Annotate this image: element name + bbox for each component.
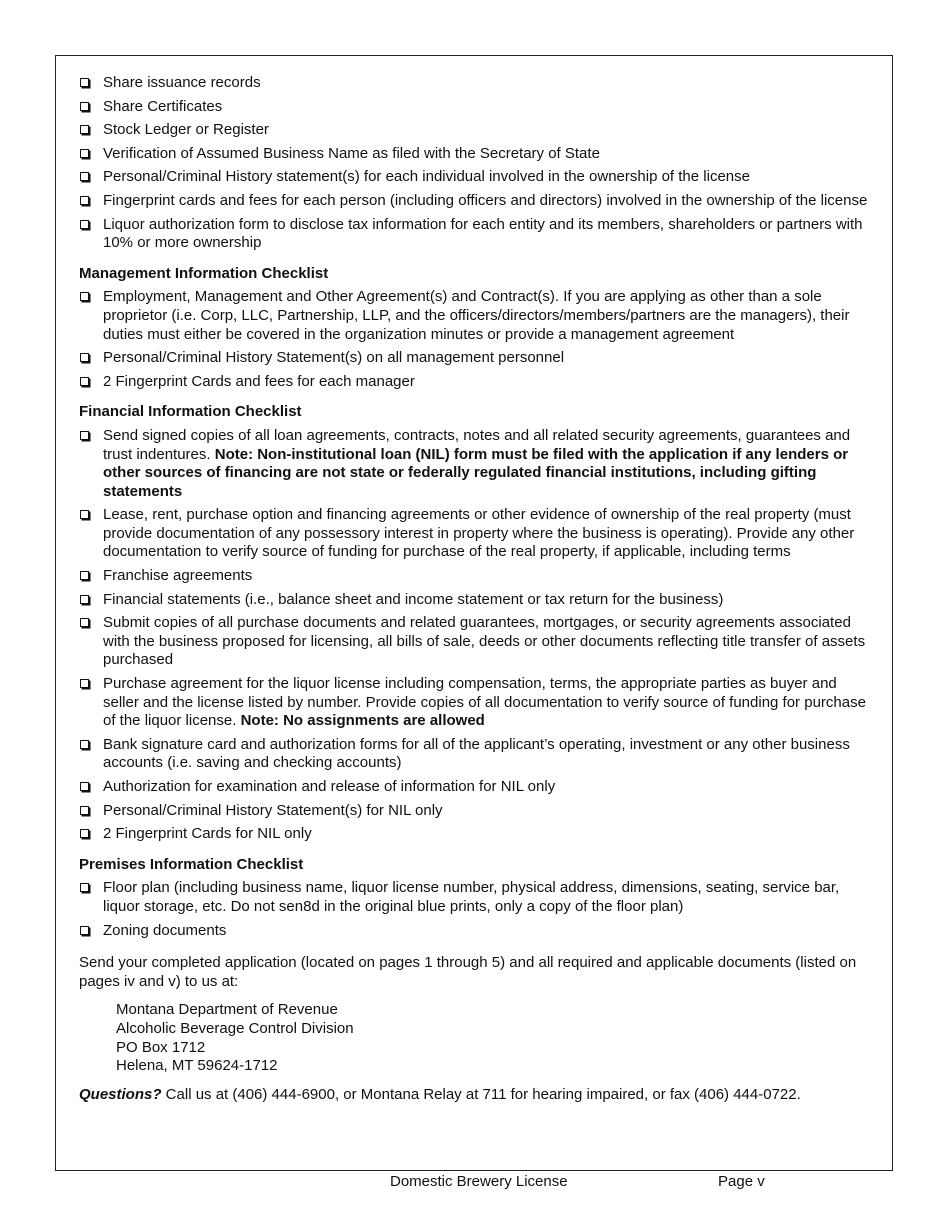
checkbox[interactable]: [80, 78, 89, 87]
checklist-item[interactable]: [79, 922, 875, 941]
questions-text: Call us at (406) 444-6900, or Montana Relay at 711 for hearing impaired, or fax (406) 444-0722.: [161, 1085, 801, 1103]
checklist-item[interactable]: [79, 74, 875, 93]
checklist-item[interactable]: [79, 825, 875, 844]
mailing-address: [79, 1001, 875, 1075]
checklist-item-text: Bank signature card and authorization forms for all of the applicant’s operating, investment or any other business accounts (i.e. saving and checking accounts): [103, 735, 850, 772]
checkbox[interactable]: [80, 149, 89, 158]
checkbox[interactable]: [80, 782, 89, 791]
checklist-item-text: Personal/Criminal History Statement(s) on all management personnel: [103, 349, 565, 367]
checklist-item[interactable]: [79, 736, 875, 773]
checklist-item-text: Employment, Management and Other Agreement(s) and Contract(s). If you are applying as other than a sole proprietor (i.e. Corp, LLC, Partnership, LLP, and the officers/directors/members/partners are the managers), their duties must either be covered in the organization minutes or provide a management agreement: [103, 288, 850, 343]
checklist-item[interactable]: [79, 98, 875, 117]
checklist-item[interactable]: [79, 373, 875, 392]
questions-line: [79, 1086, 875, 1105]
assignment-note: Note: No assignments are allowed: [240, 712, 485, 730]
footer-document-title: Domestic Brewery License: [390, 1173, 568, 1190]
checklist-item-text: Send signed copies of all loan agreements, contracts, notes and all related security agreements, guarantees and trust indentures.: [103, 426, 851, 463]
checklist-item[interactable]: [79, 614, 875, 670]
questions-label: Questions?: [79, 1085, 162, 1103]
checklist-item-text: Personal/Criminal History Statement(s) for NIL only: [103, 801, 443, 819]
checklist-item[interactable]: [79, 168, 875, 187]
checklist-item[interactable]: [79, 145, 875, 164]
checklist-item-text: Franchise agreements: [103, 567, 253, 585]
checklist-item[interactable]: [79, 427, 875, 501]
checklist-content: [79, 74, 875, 1104]
checklist-item[interactable]: [79, 121, 875, 140]
send-instructions: Send your completed application (located on pages 1 through 5) and all required and applicable documents (listed on pages iv and v) to us at:: [79, 954, 857, 990]
premises-heading: Premises Information Checklist: [79, 855, 304, 873]
checkbox[interactable]: [80, 595, 89, 604]
address-line: Helena, MT 59624-1712: [116, 1057, 278, 1075]
checklist-item-text: Zoning documents: [103, 921, 227, 939]
checklist-item-text: Floor plan (including business name, liquor license number, physical address, dimensions, seating, service bar, liquor storage, etc. Do not sen8d in the original blue prints, only a copy of the floor plan): [103, 879, 840, 915]
financial-heading: Financial Information Checklist: [79, 403, 302, 421]
checkbox[interactable]: [80, 377, 89, 386]
checklist-item-text: Fingerprint cards and fees for each person (including officers and directors) involved in the ownership of the license: [103, 191, 868, 209]
checklist-item[interactable]: [79, 802, 875, 821]
checklist-item-text: Stock Ledger or Register: [103, 121, 269, 139]
checkbox[interactable]: [80, 431, 89, 440]
checkbox[interactable]: [80, 102, 89, 111]
checklist-item-text: Submit copies of all purchase documents and related guarantees, mortgages, or security agreements associated with the business proposed for licensing, all bills of sale, deeds or other documents reflecting title transfer of assets purchased: [103, 614, 866, 669]
checklist-item[interactable]: [79, 567, 875, 586]
checkbox[interactable]: [80, 196, 89, 205]
checkbox[interactable]: [80, 883, 89, 892]
checklist-item[interactable]: [79, 192, 875, 211]
checklist-item-text: Personal/Criminal History statement(s) for each individual involved in the ownership of the license: [103, 168, 750, 186]
checklist-item-text: 2 Fingerprint Cards and fees for each manager: [103, 372, 415, 390]
checkbox[interactable]: [80, 510, 89, 519]
checklist-item[interactable]: [79, 349, 875, 368]
checkbox[interactable]: [80, 926, 89, 935]
checklist-item-text: Financial statements (i.e., balance sheet and income statement or tax return for the business): [103, 590, 724, 608]
checkbox[interactable]: [80, 740, 89, 749]
checklist-item-text: Share Certificates: [103, 97, 223, 115]
checkbox[interactable]: [80, 172, 89, 181]
checklist-item[interactable]: [79, 675, 875, 731]
address-line: PO Box 1712: [116, 1038, 206, 1056]
checkbox[interactable]: [80, 220, 89, 229]
checklist-item[interactable]: [79, 591, 875, 610]
nil-note: Note: Non-institutional loan (NIL) form must be filed with the application if any lenders or other sources of financing are not state or federally regulated financial institutions, including gifting statements: [103, 445, 849, 500]
checkbox[interactable]: [80, 829, 89, 838]
checklist-item[interactable]: [79, 216, 875, 253]
management-heading: Management Information Checklist: [79, 264, 329, 282]
checklist-item-text: Lease, rent, purchase option and financing agreements or other evidence of ownership of the real property (must provide documentation of any possessory interest in property where the business is operating). Provide any other documentation to verify source of funding for purchase of the real property, if applicable, including terms: [103, 506, 855, 561]
checklist-item[interactable]: [79, 506, 875, 562]
checklist-item[interactable]: [79, 879, 875, 916]
checklist-item-text: Share issuance records: [103, 74, 261, 91]
checkbox[interactable]: [80, 571, 89, 580]
checklist-item-text: Verification of Assumed Business Name as filed with the Secretary of State: [103, 144, 600, 162]
footer-page-number: Page v: [718, 1173, 765, 1190]
checklist-item-text: Liquor authorization form to disclose tax information for each entity and its members, shareholders or partners with 10% or more ownership: [103, 215, 863, 252]
checkbox[interactable]: [80, 292, 89, 301]
address-line: Montana Department of Revenue: [116, 1001, 338, 1019]
checklist-item[interactable]: [79, 778, 875, 797]
checkbox[interactable]: [80, 353, 89, 362]
checklist-item-text: Purchase agreement for the liquor license including compensation, terms, the appropriate parties as buyer and seller and the license listed by number. Provide copies of all documentation to verify source of funding for purchase of the liquor license.: [103, 675, 866, 730]
checklist-item-text: 2 Fingerprint Cards for NIL only: [103, 825, 312, 843]
checklist-item-text: Authorization for examination and release of information for NIL only: [103, 778, 556, 795]
checkbox[interactable]: [80, 618, 89, 627]
checkbox[interactable]: [80, 125, 89, 134]
address-line: Alcoholic Beverage Control Division: [116, 1019, 354, 1037]
checkbox[interactable]: [80, 806, 89, 815]
checklist-item[interactable]: [79, 288, 875, 344]
checkbox[interactable]: [80, 679, 89, 688]
